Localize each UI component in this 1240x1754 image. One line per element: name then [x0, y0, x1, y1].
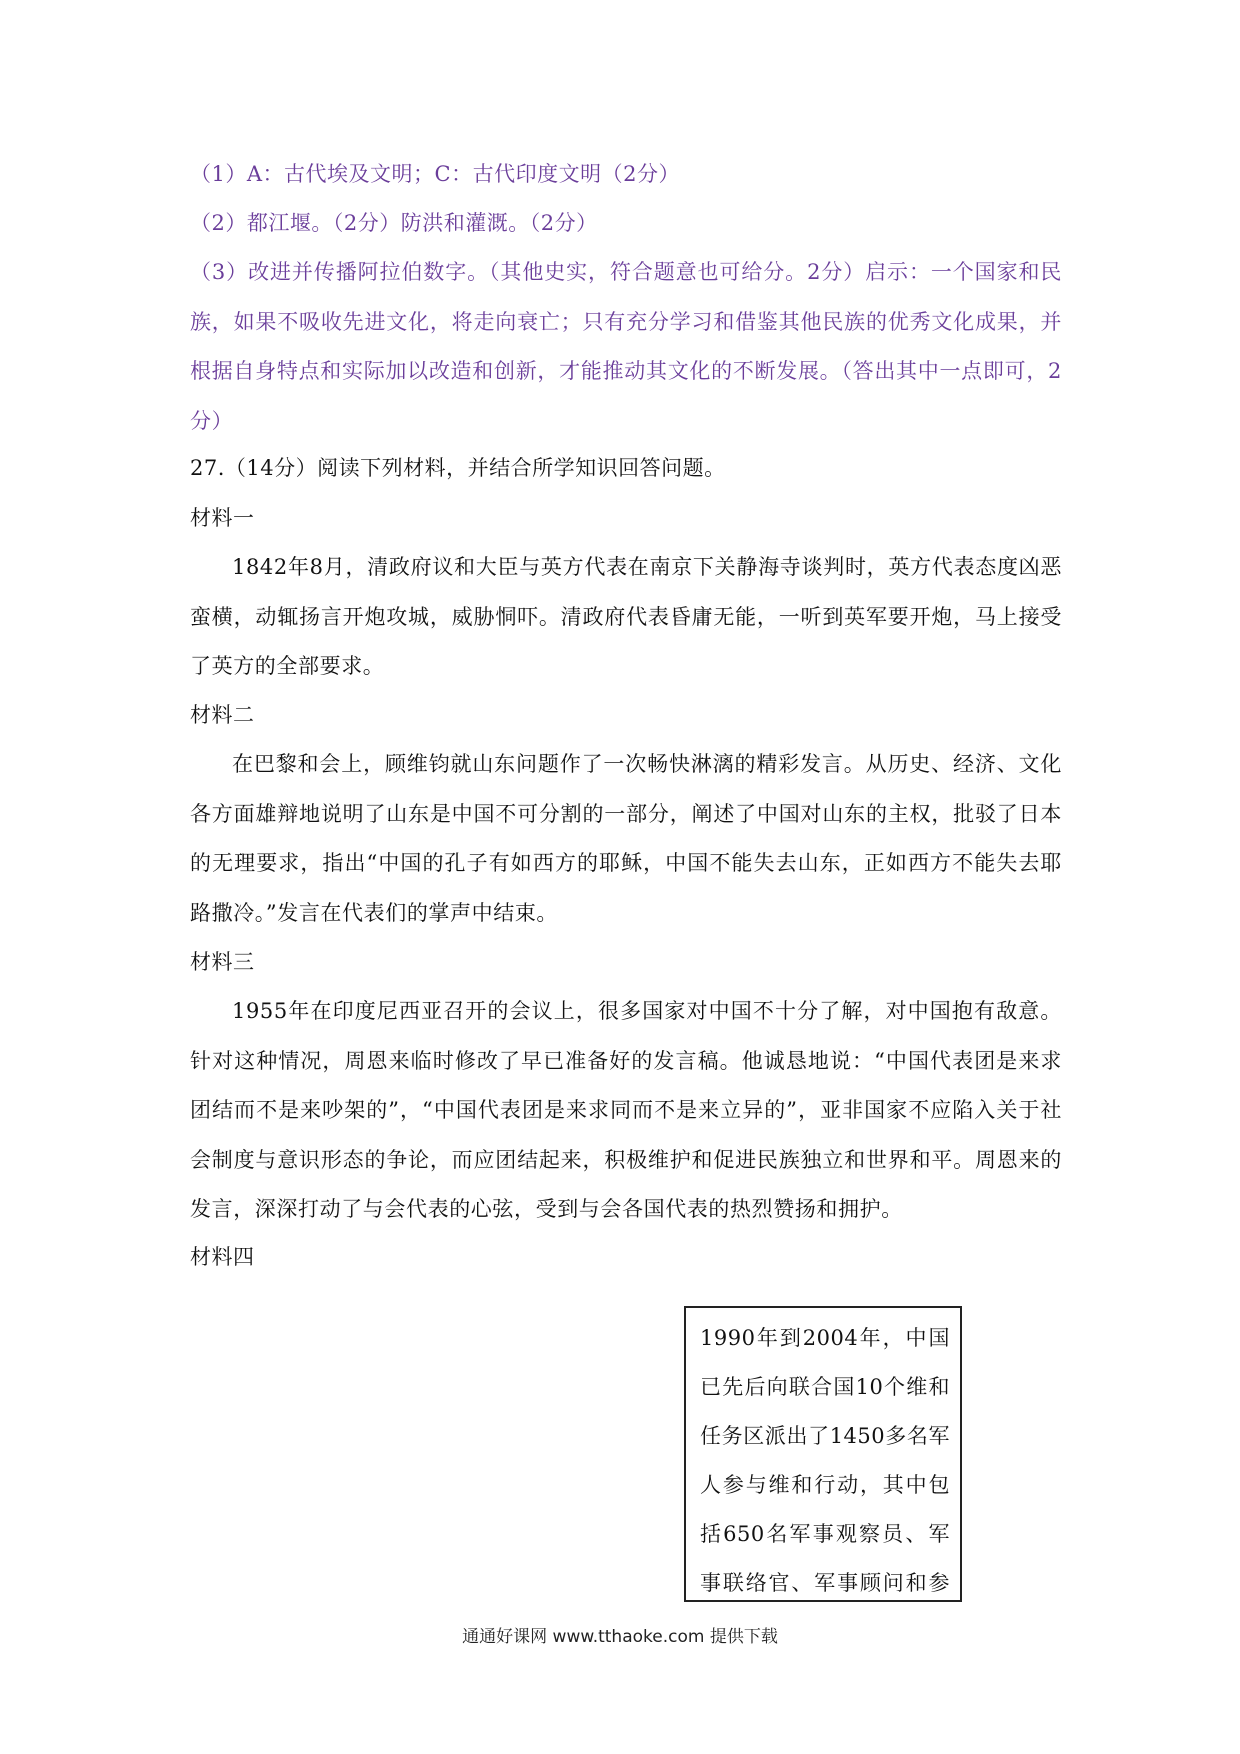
- material-1-label: 材料一: [190, 506, 255, 530]
- material-2-text: 在巴黎和会上，顾维钧就山东问题作了一次畅快淋漓的精彩发言。从历史、经济、文化各方面雄辩地说明了山东是中国不可分割的一部分，阐述了中国对山东的主权，批驳了日本的无理要求，指出“中国的孔子有如西方的耶稣，中国不能失去山东，正如西方不能失去耶路撒冷。”发言在代表们的掌声中结束。: [190, 752, 1062, 925]
- material-4-text-box: [684, 1306, 962, 1602]
- page-footer: 通通好课网 www.tthaoke.com 提供下载: [462, 1627, 778, 1647]
- material-3-label: 材料三: [190, 950, 255, 974]
- answer-3: （3）改进并传播阿拉伯数字。（其他史实，符合题意也可给分。2分）启示：一个国家和民族，如果不吸收先进文化，将走向衰亡；只有充分学习和借鉴其他民族的优秀文化成果，并根据自身特点和实际加以改造和创新，才能推动其文化的不断发展。（答出其中一点即可，2分）: [190, 260, 1062, 433]
- material-1-text: 1842年8月，清政府议和大臣与英方代表在南京下关静海寺谈判时，英方代表态度凶恶蛮横，动辄扬言开炮攻城，威胁恫吓。清政府代表昏庸无能，一听到英军要开炮，马上接受了英方的全部要求。: [190, 555, 1062, 678]
- answer-1: （1）A：古代埃及文明；C：古代印度文明（2分）: [190, 162, 680, 186]
- answer-2: （2）都江堰。（2分）防洪和灌溉。（2分）: [190, 211, 598, 235]
- material-3-text: 1955年在印度尼西亚召开的会议上，很多国家对中国不十分了解，对中国抱有敌意。针对这种情况，周恩来临时修改了早已准备好的发言稿。他诚恳地说：“中国代表团是来求团结而不是来吵架的”，“中国代表团是来求同而不是来立异的”，亚非国家不应陷入关于社会制度与意识形态的争论，而应团结起来，积极维护和促进民族独立和世界和平。周恩来的发言，深深打动了与会代表的心弦，受到与会各国代表的热烈赞扬和拥护。: [190, 999, 1062, 1221]
- material-2-label: 材料二: [190, 703, 255, 727]
- question-27-title: 27.（14分）阅读下列材料，并结合所学知识回答问题。: [190, 456, 726, 480]
- material-4-box-text: 1990年到2004年，中国已先后向联合国10个维和任务区派出了1450多名军人参与维和行动，其中包括650名军事观察员、军事联络官、军事顾问和参: [700, 1326, 950, 1595]
- material-4-label: 材料四: [190, 1245, 255, 1269]
